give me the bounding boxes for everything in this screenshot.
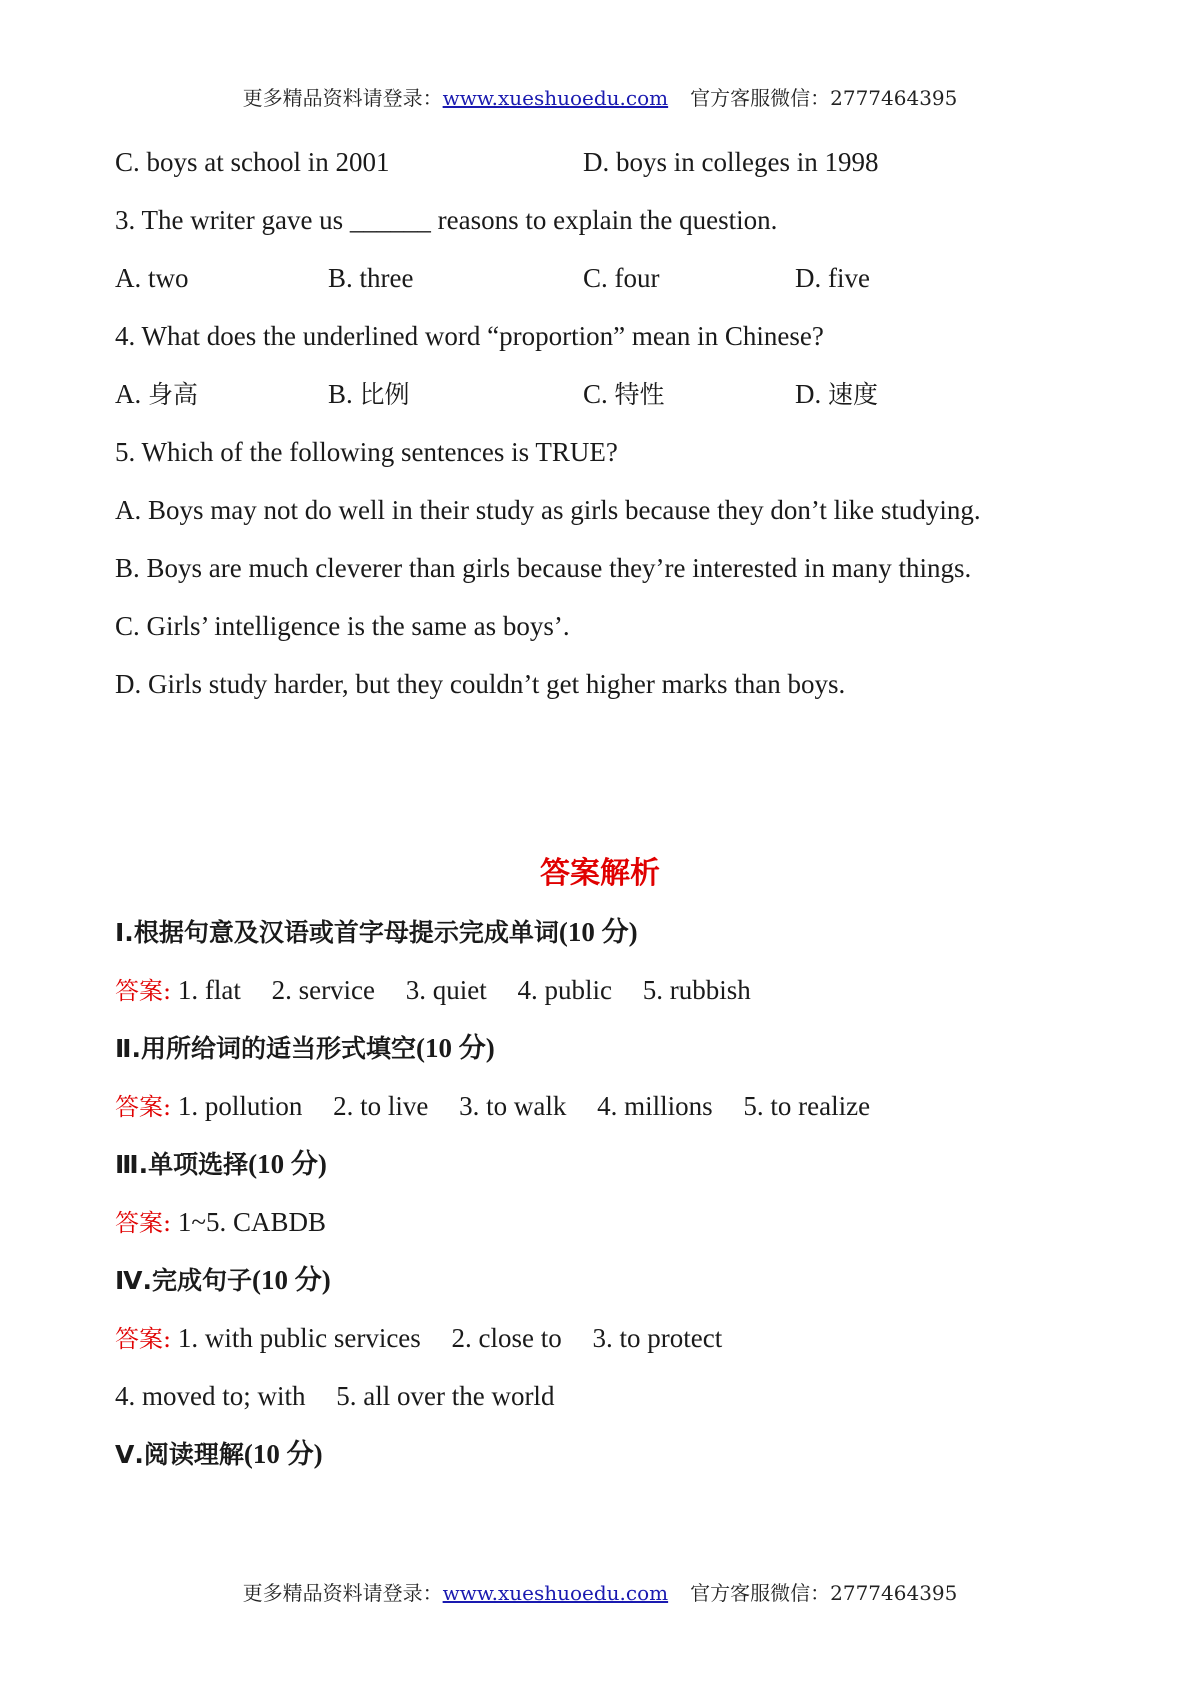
q4-option-d-letter: D. [795,379,822,409]
section-5-score: (10 分) [243,1439,323,1469]
section-5-heading [115,1438,323,1471]
q4-option-c-letter: C. [583,379,608,409]
q2-option-c: C. boys at school in 2001 [115,147,390,177]
section-2-heading [115,1032,495,1065]
answer-item: 2. to live [333,1091,429,1121]
answers-title: 答案解析 [540,856,660,891]
answer-item: 1. with public services [177,1323,421,1353]
section-2-score: (10 分) [415,1033,495,1063]
q4-option-c [583,378,665,411]
page-header [0,82,1200,111]
q3-option-b: B. three [328,263,414,293]
answer-item: 4. public [517,975,613,1005]
section-2-answer [115,1090,870,1123]
section-3-answer [115,1206,326,1239]
q5-option-d: D. Girls study harder, but they couldn’t get higher marks than boys. [115,669,846,699]
section-4-title: 完成句子 [151,1266,252,1295]
q3-option-d: D. five [795,263,870,293]
q4-option-b [328,378,410,411]
answer-item: 3. quiet [405,975,487,1005]
section-3-title: 单项选择 [148,1150,249,1179]
answer-item: 1. pollution [177,1091,303,1121]
answer-label: 答案: [115,1209,172,1237]
q4-option-d [795,378,878,411]
answer-label: 答案: [115,1093,172,1121]
footer-prefix: 更多精品资料请登录： [242,1581,443,1605]
q3-option-a: A. two [115,263,189,293]
q4-option-b-text: 比例 [359,380,410,409]
section-3-roman: Ⅲ. [115,1150,149,1179]
q2-option-d: D. boys in colleges in 1998 [583,147,879,177]
section-1-heading [115,916,638,949]
q5-option-c: C. Girls’ intelligence is the same as boys’. [115,611,570,641]
section-4-answer-line2 [115,1380,554,1412]
q3-option-c: C. four [583,263,660,293]
q5-stem: 5. Which of the following sentences is TRUE? [115,437,618,467]
q5-option-a: A. Boys may not do well in their study as girls because they don’t like studying. [115,495,981,525]
q4-option-a-text: 身高 [148,380,199,409]
footer-service: 官方客服微信：2777464395 [690,1581,958,1605]
answer-item: 2. service [271,975,376,1005]
q3-stem: 3. The writer gave us ______ reasons to explain the question. [115,205,778,235]
section-3-score: (10 分) [248,1149,327,1179]
answer-item: 3. to walk [459,1091,567,1121]
answer-item: 3. to protect [592,1323,723,1353]
section-1-roman: Ⅰ. [115,918,134,947]
section-4-roman: Ⅳ. [115,1266,152,1295]
section-3-heading [115,1148,327,1181]
section-5-roman: Ⅴ. [115,1440,144,1469]
answer-item: 5. to realize [743,1091,871,1121]
q4-option-a-letter: A. [115,379,142,409]
header-prefix: 更多精品资料请登录： [242,86,443,110]
section-1-answer [115,974,751,1007]
answer-item: 1. flat [177,975,241,1005]
answer-item: 5. all over the world [336,1381,555,1411]
section-4-score: (10 分) [251,1265,331,1295]
section-1-score: (10 分) [558,917,638,947]
answer-item: 1~5. CABDB [177,1207,326,1237]
q4-stem: 4. What does the underlined word “proportion” mean in Chinese? [115,321,824,351]
section-5-title: 阅读理解 [143,1440,244,1469]
q4-option-a [115,378,198,411]
header-service: 官方客服微信：2777464395 [690,86,958,110]
section-1-title: 根据句意及汉语或首字母提示完成单词 [133,918,559,947]
answer-label: 答案: [115,1325,172,1353]
footer-link[interactable]: www.xueshuoedu.com [442,1581,669,1605]
answer-label: 答案: [115,977,172,1005]
q5-option-b: B. Boys are much cleverer than girls because they’re interested in many things. [115,553,972,583]
answer-item: 2. close to [451,1323,562,1353]
section-4-heading [115,1264,331,1297]
answer-item: 4. moved to; with [115,1381,306,1411]
q4-option-d-text: 速度 [828,380,879,409]
q4-option-c-text: 特性 [614,380,665,409]
section-2-roman: Ⅱ. [115,1034,141,1063]
page-footer [0,1577,1200,1606]
q4-option-b-letter: B. [328,379,353,409]
section-2-title: 用所给词的适当形式填空 [140,1034,416,1063]
answer-item: 5. rubbish [642,975,751,1005]
section-4-answer [115,1322,722,1355]
header-link[interactable]: www.xueshuoedu.com [442,86,669,110]
answer-item: 4. millions [597,1091,713,1121]
